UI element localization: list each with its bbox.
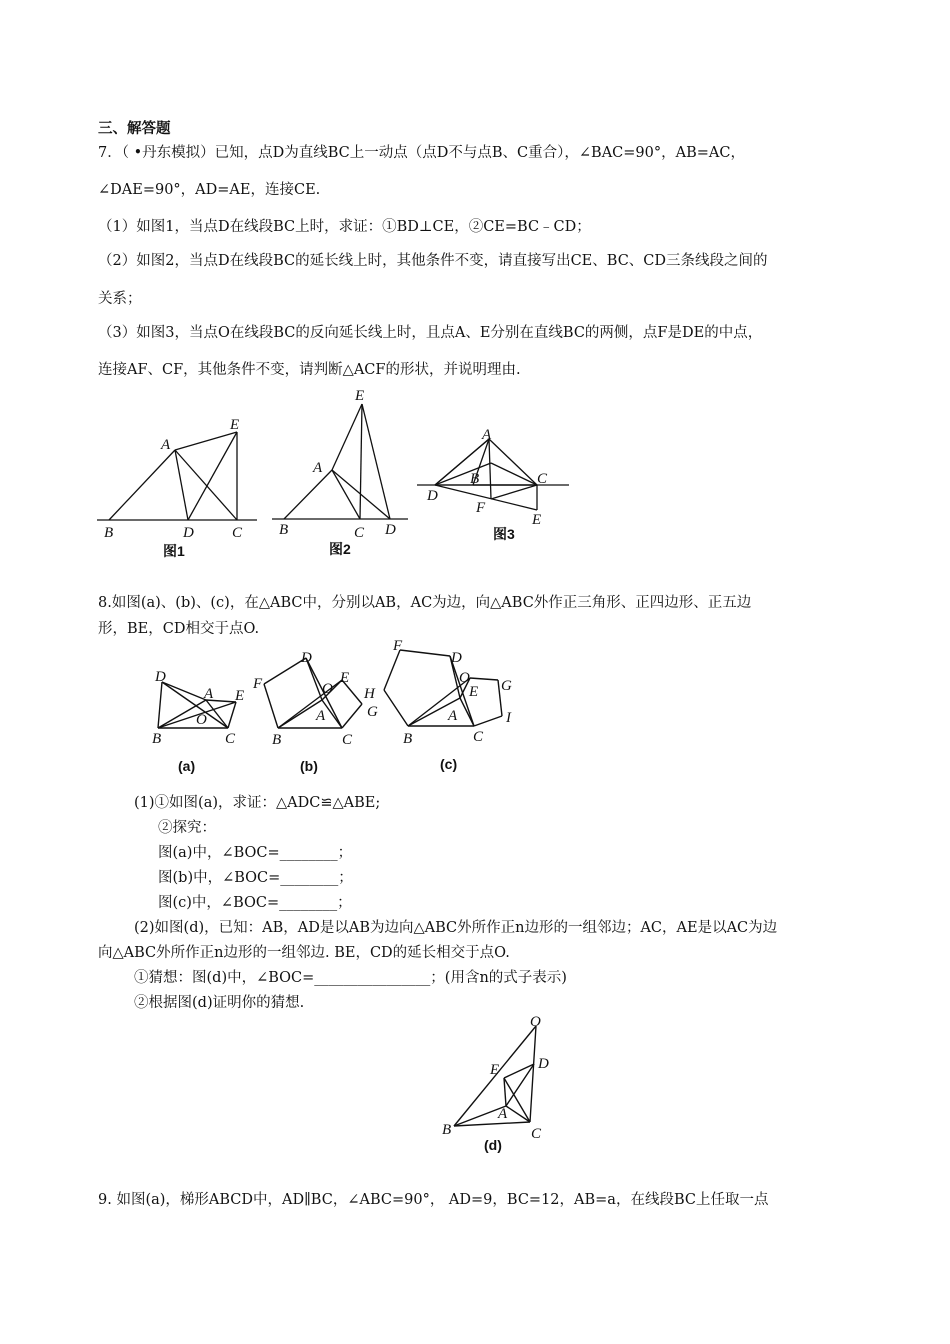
q8-line-1: 8.如图(a)、(b)、(c)，在△ABC中，分别以AB，AC为边，向△ABC外作正三角形、正四边形、正五边 — [98, 595, 752, 611]
fa-label-a: A — [204, 686, 214, 702]
fd-label-o: O — [530, 1014, 541, 1030]
fig3-label-f: F — [476, 500, 486, 516]
fig3-label-a: A — [482, 427, 492, 443]
fc-label-c: C — [473, 729, 484, 745]
q7-line-2: ∠DAE=90°，AD=AE，连接CE. — [98, 182, 321, 198]
fig1-label-c: C — [232, 525, 243, 541]
q8-p6: (2)如图(d)，已知：AB，AD是以AB为边向△ABC外所作正n边形的一组邻边；AC，AE是以AC为边 — [134, 920, 778, 936]
q8-figure-c — [380, 636, 530, 780]
q8-figure-a — [148, 660, 258, 780]
fb-label-a: A — [316, 708, 326, 724]
fig3-label-d: D — [427, 488, 438, 504]
fc-label-i: I — [506, 710, 511, 726]
q7-figure-2 — [268, 384, 413, 564]
fc-label-d: D — [451, 650, 462, 666]
q7-line-1: 7．（ •丹东模拟）已知，点D为直线BC上一动点（点D不与点B、C重合），∠BAC=90°，AB=AC， — [98, 145, 745, 161]
q8-p5: 图(c)中，∠BOC=________； — [158, 895, 352, 911]
fig3-caption: 图3 — [493, 526, 515, 542]
q8-p3: 图(a)中，∠BOC=________； — [158, 845, 353, 861]
fa-label-c: C — [225, 731, 236, 747]
fb-caption: (b) — [300, 758, 318, 774]
fa-label-o: O — [196, 712, 207, 728]
fig3-label-b: B — [470, 471, 480, 487]
fb-label-o: O — [322, 681, 333, 697]
fb-label-b: B — [272, 732, 282, 748]
fig2-label-e: E — [355, 388, 365, 404]
fc-label-e: E — [469, 684, 479, 700]
fc-label-g: G — [501, 678, 512, 694]
q8-figure-b — [250, 646, 390, 780]
q8-p2: ②探究： — [158, 820, 216, 836]
fa-label-e: E — [235, 688, 245, 704]
fig2-label-c: C — [354, 525, 365, 541]
fig1-label-b: B — [104, 525, 114, 541]
fc-caption: (c) — [440, 756, 458, 772]
fig1-label-d: D — [183, 525, 194, 541]
q7-part-1: （1）如图1，当点D在线段BC上时，求证：①BD⊥CE，②CE=BC﹣CD； — [98, 219, 591, 235]
fd-label-e: E — [490, 1062, 500, 1078]
fig2-label-a: A — [313, 460, 323, 476]
fd-label-a: A — [498, 1106, 508, 1122]
q8-p7: 向△ABC外所作正n边形的一组邻边. BE，CD的延长相交于点O. — [98, 945, 510, 961]
fb-label-c: C — [342, 732, 353, 748]
q7-figure-3 — [413, 425, 573, 550]
fig3-label-e: E — [532, 512, 542, 528]
fc-label-a: A — [448, 708, 458, 724]
fb-label-e: E — [340, 670, 350, 686]
q7-part-2-cont: 关系； — [98, 291, 142, 307]
fa-caption: (a) — [178, 758, 196, 774]
fig3-label-c: C — [537, 471, 548, 487]
fb-label-h: H — [364, 686, 375, 702]
fc-label-f: F — [393, 638, 403, 654]
fc-label-o: O — [459, 670, 470, 686]
fig2-label-d: D — [385, 522, 396, 538]
fd-label-d: D — [538, 1056, 549, 1072]
fig1-label-a: A — [161, 437, 171, 453]
fa-label-d: D — [155, 669, 166, 685]
q9-line-1: 9. 如图(a)，梯形ABCD中，AD∥BC，∠ABC=90°， AD=9，BC=12，AB=a，在线段BC上任取一点 — [98, 1192, 769, 1208]
fig1-label-e: E — [230, 417, 240, 433]
q7-figure-1 — [95, 412, 265, 562]
fb-label-d: D — [301, 650, 312, 666]
fig2-caption: 图2 — [329, 541, 351, 557]
q8-p4: 图(b)中，∠BOC=________； — [158, 870, 353, 886]
q7-part-2: （2）如图2，当点D在线段BC的延长线上时，其他条件不变，请直接写出CE、BC、CD三条线段之间的 — [98, 253, 768, 269]
q8-p9: ②根据图(d)证明你的猜想. — [134, 995, 305, 1011]
section-title: 三、解答题 — [98, 121, 171, 137]
q7-part-3: （3）如图3，当点O在线段BC的反向延长线上时，且点A、E分别在直线BC的两侧，点F是DE的中点， — [98, 325, 763, 341]
q8-p1: (1)①如图(a)，求证：△ADC≌△ABE; — [134, 795, 381, 811]
fc-label-b: B — [403, 731, 413, 747]
fb-label-g: G — [367, 704, 378, 720]
fig2-label-b: B — [279, 522, 289, 538]
fd-caption: (d) — [484, 1137, 502, 1153]
fb-label-f: F — [253, 676, 263, 692]
fig1-caption: 图1 — [163, 543, 185, 559]
fd-label-c: C — [531, 1126, 542, 1142]
q8-figure-d — [438, 1008, 558, 1158]
fd-label-b: B — [442, 1122, 452, 1138]
q8-line-2: 形，BE，CD相交于点O. — [98, 621, 260, 637]
q8-p8: ①猜想：图(d)中，∠BOC=________________；(用含n的式子表示) — [134, 970, 567, 986]
q7-part-3-cont: 连接AF、CF，其他条件不变，请判断△ACF的形状，并说明理由. — [98, 362, 521, 378]
fa-label-b: B — [152, 731, 162, 747]
